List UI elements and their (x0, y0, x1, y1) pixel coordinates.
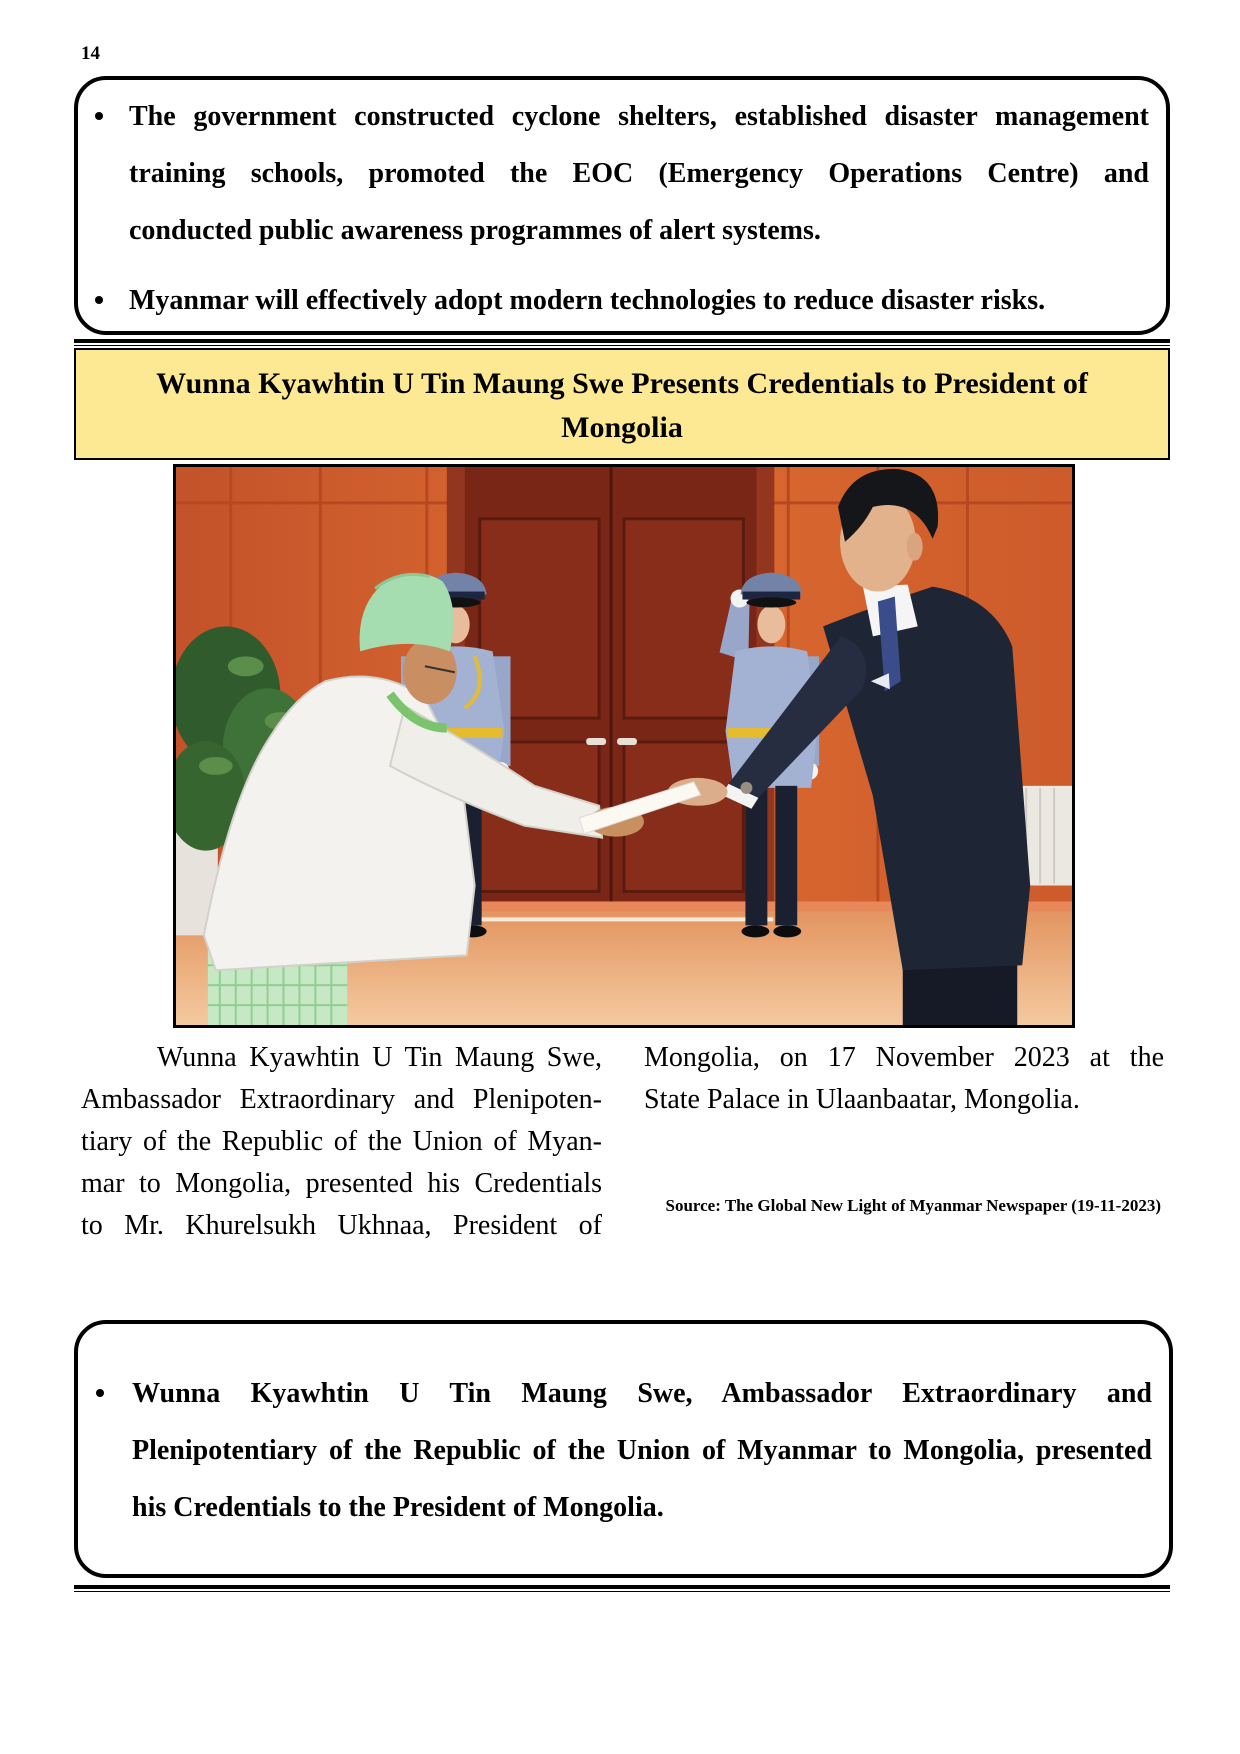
news-photo-illustration (176, 467, 1072, 1025)
list-item-line: Plenipotentiary of the Republic of the Union of Myanmar to Mongolia, presented (132, 1435, 1152, 1466)
summary-list (132, 1365, 1152, 1536)
caption-line: mar to Mongolia, presented his Credentials (81, 1168, 602, 1199)
list-item-line: Myanmar will effectively adopt modern technologies to reduce disaster risks. (129, 285, 1046, 316)
caption-line: Mongolia, on 17 November 2023 at the (644, 1042, 1164, 1073)
bullet-icon (96, 1389, 104, 1397)
bullet-icon (95, 112, 103, 120)
summary-list (129, 88, 1149, 329)
list-item-line: Wunna Kyawhtin U Tin Maung Swe, Ambassador Extraordinary and (132, 1378, 1152, 1409)
article-title-line: Wunna Kyawhtin U Tin Maung Swe Presents Credentials to President of (156, 367, 1088, 400)
caption-line: Wunna Kyawhtin U Tin Maung Swe, (157, 1042, 602, 1073)
caption-line: Ambassador Extraordinary and Plenipoten- (81, 1084, 602, 1115)
source-credit: Source: The Global New Light of Myanmar Newspaper (19-11-2023) (665, 1196, 1161, 1215)
divider (74, 339, 1170, 346)
list-item-line: training schools, promoted the EOC (Emergency Operations Centre) and (129, 158, 1149, 189)
page-number: 14 (81, 43, 100, 64)
list-item-line: The government constructed cyclone shelters, established disaster management (129, 101, 1149, 132)
list-item (129, 272, 1149, 329)
list-item-line: conducted public awareness programmes of alert systems. (129, 215, 821, 246)
caption-line: to Mr. Khurelsukh Ukhnaa, President of (81, 1210, 602, 1241)
summary-box-top (74, 76, 1170, 335)
news-photo (173, 464, 1075, 1028)
list-item-line: his Credentials to the President of Mongolia. (132, 1492, 664, 1523)
photo-caption-right (644, 1037, 1164, 1121)
list-item (132, 1365, 1152, 1536)
photo-caption-left (81, 1037, 602, 1247)
bullet-icon (95, 296, 103, 304)
list-item (129, 88, 1149, 259)
caption-line: State Palace in Ulaanbaatar, Mongolia. (644, 1084, 1080, 1115)
summary-box-bottom (74, 1320, 1173, 1578)
caption-line: tiary of the Republic of the Union of Myan- (81, 1126, 602, 1157)
article-title-box (74, 348, 1170, 460)
article-title-line: Mongolia (561, 411, 683, 444)
divider (74, 1585, 1170, 1592)
